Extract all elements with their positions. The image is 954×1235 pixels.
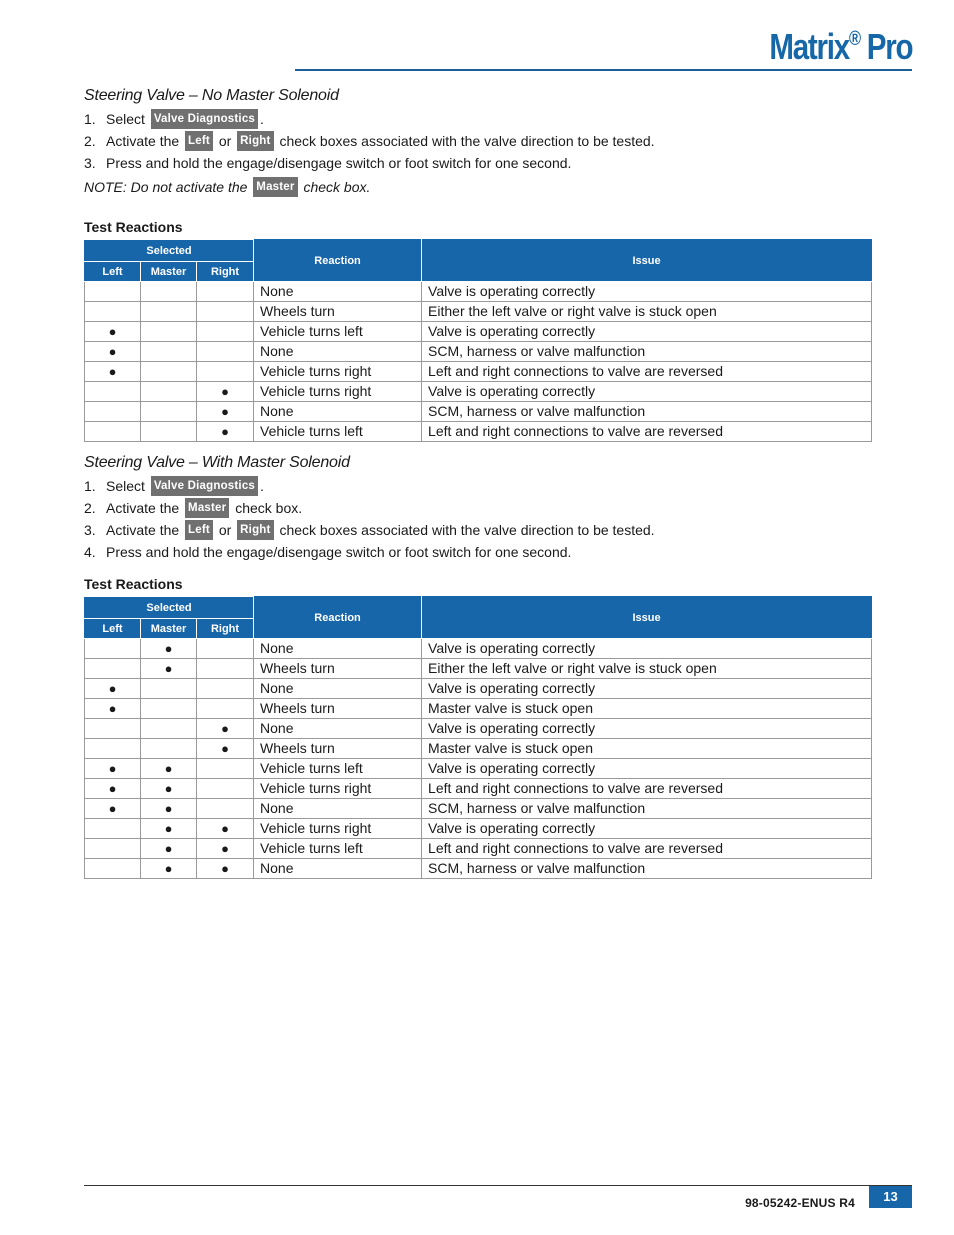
- cell-right: [197, 699, 254, 719]
- page-number: 13: [869, 1186, 912, 1208]
- table-row: [85, 679, 872, 699]
- cell-reaction: Vehicle turns right: [254, 779, 422, 799]
- master-chip: Master: [253, 177, 297, 197]
- cell-reaction: Wheels turn: [254, 739, 422, 759]
- cell-master: ●: [141, 859, 197, 879]
- cell-master: [141, 739, 197, 759]
- test-reactions-table: [84, 596, 872, 879]
- section-no-master: [84, 87, 871, 442]
- cell-right: [197, 679, 254, 699]
- cell-left: ●: [85, 759, 141, 779]
- cell-issue: Valve is operating correctly: [422, 382, 872, 402]
- cell-right: ●: [197, 719, 254, 739]
- cell-right: ●: [197, 382, 254, 402]
- step-text: check boxes associated with the valve direction to be tested.: [279, 133, 655, 149]
- step-number: 3.: [84, 522, 96, 538]
- valve-diagnostics-chip: Valve Diagnostics: [151, 109, 258, 129]
- cell-reaction: None: [254, 799, 422, 819]
- table-row: [85, 739, 872, 759]
- cell-master: ●: [141, 839, 197, 859]
- step-text: Select: [106, 111, 145, 127]
- cell-master: ●: [141, 639, 197, 659]
- cell-left: [85, 739, 141, 759]
- cell-issue: Master valve is stuck open: [422, 699, 872, 719]
- cell-left: [85, 659, 141, 679]
- cell-master: ●: [141, 659, 197, 679]
- cell-right: [197, 322, 254, 342]
- cell-master: [141, 282, 197, 302]
- table-row: [85, 282, 872, 302]
- section-title: Steering Valve – With Master Solenoid: [84, 454, 350, 471]
- cell-left: [85, 282, 141, 302]
- section-title: Steering Valve – No Master Solenoid: [84, 87, 339, 104]
- cell-reaction: None: [254, 639, 422, 659]
- cell-right: [197, 342, 254, 362]
- cell-reaction: Wheels turn: [254, 302, 422, 322]
- cell-left: [85, 719, 141, 739]
- table-body: [85, 639, 872, 879]
- cell-master: [141, 422, 197, 442]
- cell-reaction: Vehicle turns right: [254, 362, 422, 382]
- step-item: [84, 476, 871, 496]
- header-right: Right: [197, 262, 254, 282]
- table-row: [85, 719, 872, 739]
- cell-issue: Master valve is stuck open: [422, 739, 872, 759]
- header-selected: Selected: [85, 597, 254, 619]
- cell-reaction: Wheels turn: [254, 659, 422, 679]
- cell-issue: SCM, harness or valve malfunction: [422, 799, 872, 819]
- step-number: 2.: [84, 133, 96, 149]
- step-text: Activate the: [106, 133, 180, 149]
- cell-left: ●: [85, 322, 141, 342]
- cell-issue: SCM, harness or valve malfunction: [422, 402, 872, 422]
- cell-right: [197, 362, 254, 382]
- test-reactions-label: Test Reactions: [84, 219, 183, 235]
- step-text: or: [218, 522, 232, 538]
- cell-reaction: Vehicle turns right: [254, 382, 422, 402]
- test-reactions-label: Test Reactions: [84, 576, 183, 592]
- step-text: Press and hold the engage/disengage switch or foot switch for one second.: [106, 155, 572, 171]
- header-selected: Selected: [85, 240, 254, 262]
- cell-right: ●: [197, 739, 254, 759]
- cell-master: [141, 322, 197, 342]
- cell-reaction: None: [254, 679, 422, 699]
- cell-right: [197, 759, 254, 779]
- step-item: [84, 498, 871, 518]
- cell-issue: Left and right connections to valve are reversed: [422, 422, 872, 442]
- header-master: Master: [141, 262, 197, 282]
- table-row: [85, 402, 872, 422]
- cell-right: ●: [197, 839, 254, 859]
- cell-master: ●: [141, 799, 197, 819]
- header-issue: Issue: [422, 597, 872, 639]
- step-text: Activate the: [106, 522, 180, 538]
- cell-reaction: Vehicle turns left: [254, 839, 422, 859]
- cell-left: [85, 819, 141, 839]
- note-text: NOTE: Do not activate the: [84, 179, 248, 195]
- cell-left: [85, 639, 141, 659]
- cell-reaction: None: [254, 282, 422, 302]
- note: [84, 177, 871, 197]
- cell-master: [141, 342, 197, 362]
- header-left: Left: [85, 619, 141, 639]
- table-body: [85, 282, 872, 442]
- step-text: .: [260, 111, 264, 127]
- left-chip: Left: [185, 520, 213, 540]
- step-number: 1.: [84, 478, 96, 494]
- cell-master: [141, 302, 197, 322]
- table-row: [85, 382, 872, 402]
- table-row: [85, 422, 872, 442]
- step-item: [84, 131, 871, 151]
- cell-reaction: None: [254, 719, 422, 739]
- cell-left: [85, 402, 141, 422]
- header-left: Left: [85, 262, 141, 282]
- step-item: [84, 542, 871, 562]
- note-text: check box.: [303, 179, 371, 195]
- cell-right: ●: [197, 859, 254, 879]
- cell-left: ●: [85, 362, 141, 382]
- cell-left: ●: [85, 679, 141, 699]
- table-row: [85, 322, 872, 342]
- cell-issue: Valve is operating correctly: [422, 639, 872, 659]
- cell-master: [141, 699, 197, 719]
- cell-issue: Valve is operating correctly: [422, 819, 872, 839]
- cell-issue: Valve is operating correctly: [422, 759, 872, 779]
- right-chip: Right: [237, 131, 273, 151]
- cell-right: [197, 302, 254, 322]
- cell-reaction: Vehicle turns left: [254, 759, 422, 779]
- master-chip: Master: [185, 498, 229, 518]
- cell-reaction: Vehicle turns right: [254, 819, 422, 839]
- table-row: [85, 302, 872, 322]
- cell-left: [85, 839, 141, 859]
- page-content: [84, 87, 871, 879]
- cell-left: ●: [85, 699, 141, 719]
- cell-master: ●: [141, 779, 197, 799]
- table-row: [85, 639, 872, 659]
- section-with-master: [84, 454, 871, 879]
- table-row: [85, 659, 872, 679]
- table-row: [85, 759, 872, 779]
- cell-issue: Valve is operating correctly: [422, 719, 872, 739]
- cell-right: [197, 282, 254, 302]
- cell-left: [85, 302, 141, 322]
- table-row: [85, 362, 872, 382]
- step-number: 1.: [84, 111, 96, 127]
- cell-master: [141, 362, 197, 382]
- cell-reaction: None: [254, 402, 422, 422]
- step-text: or: [218, 133, 232, 149]
- left-chip: Left: [185, 131, 213, 151]
- document-code: 98-05242-ENUS R4: [745, 1196, 855, 1210]
- table-row: [85, 839, 872, 859]
- step-item: [84, 520, 871, 540]
- cell-reaction: None: [254, 859, 422, 879]
- cell-master: [141, 402, 197, 422]
- cell-master: ●: [141, 759, 197, 779]
- cell-left: [85, 859, 141, 879]
- header-rule: [295, 69, 912, 71]
- table-row: [85, 779, 872, 799]
- cell-left: [85, 382, 141, 402]
- cell-master: ●: [141, 819, 197, 839]
- cell-right: [197, 659, 254, 679]
- step-text: Select: [106, 478, 145, 494]
- brand-logo: Matrix® Pro: [769, 26, 912, 67]
- step-text: check box.: [235, 500, 303, 516]
- header-reaction: Reaction: [254, 597, 422, 639]
- step-number: 3.: [84, 155, 96, 171]
- cell-issue: Either the left valve or right valve is stuck open: [422, 302, 872, 322]
- cell-issue: Left and right connections to valve are reversed: [422, 362, 872, 382]
- step-number: 4.: [84, 544, 96, 560]
- header-reaction: Reaction: [254, 240, 422, 282]
- cell-right: [197, 799, 254, 819]
- step-item: [84, 153, 871, 173]
- step-number: 2.: [84, 500, 96, 516]
- cell-right: [197, 779, 254, 799]
- cell-left: [85, 422, 141, 442]
- table-row: [85, 819, 872, 839]
- test-reactions-table: [84, 239, 872, 442]
- steps-list: [84, 476, 871, 562]
- steps-list: [84, 109, 871, 173]
- cell-right: ●: [197, 402, 254, 422]
- cell-reaction: None: [254, 342, 422, 362]
- step-text: .: [260, 478, 264, 494]
- cell-master: [141, 719, 197, 739]
- cell-right: ●: [197, 819, 254, 839]
- step-text: Press and hold the engage/disengage switch or foot switch for one second.: [106, 544, 572, 560]
- valve-diagnostics-chip: Valve Diagnostics: [151, 476, 258, 496]
- cell-right: ●: [197, 422, 254, 442]
- cell-issue: Valve is operating correctly: [422, 322, 872, 342]
- cell-reaction: Wheels turn: [254, 699, 422, 719]
- table-row: [85, 699, 872, 719]
- cell-reaction: Vehicle turns left: [254, 322, 422, 342]
- header-right: Right: [197, 619, 254, 639]
- cell-issue: Left and right connections to valve are reversed: [422, 839, 872, 859]
- cell-master: [141, 382, 197, 402]
- cell-right: [197, 639, 254, 659]
- cell-reaction: Vehicle turns left: [254, 422, 422, 442]
- cell-master: [141, 679, 197, 699]
- header-master: Master: [141, 619, 197, 639]
- cell-issue: Valve is operating correctly: [422, 282, 872, 302]
- table-row: [85, 342, 872, 362]
- cell-left: ●: [85, 799, 141, 819]
- cell-issue: Valve is operating correctly: [422, 679, 872, 699]
- right-chip: Right: [237, 520, 273, 540]
- cell-left: ●: [85, 342, 141, 362]
- table-row: [85, 799, 872, 819]
- step-text: check boxes associated with the valve direction to be tested.: [279, 522, 655, 538]
- cell-issue: Either the left valve or right valve is stuck open: [422, 659, 872, 679]
- cell-issue: Left and right connections to valve are reversed: [422, 779, 872, 799]
- step-text: Activate the: [106, 500, 180, 516]
- header-issue: Issue: [422, 240, 872, 282]
- step-item: [84, 109, 871, 129]
- table-row: [85, 859, 872, 879]
- cell-issue: SCM, harness or valve malfunction: [422, 342, 872, 362]
- footer-rule: [84, 1185, 912, 1186]
- cell-left: ●: [85, 779, 141, 799]
- cell-issue: SCM, harness or valve malfunction: [422, 859, 872, 879]
